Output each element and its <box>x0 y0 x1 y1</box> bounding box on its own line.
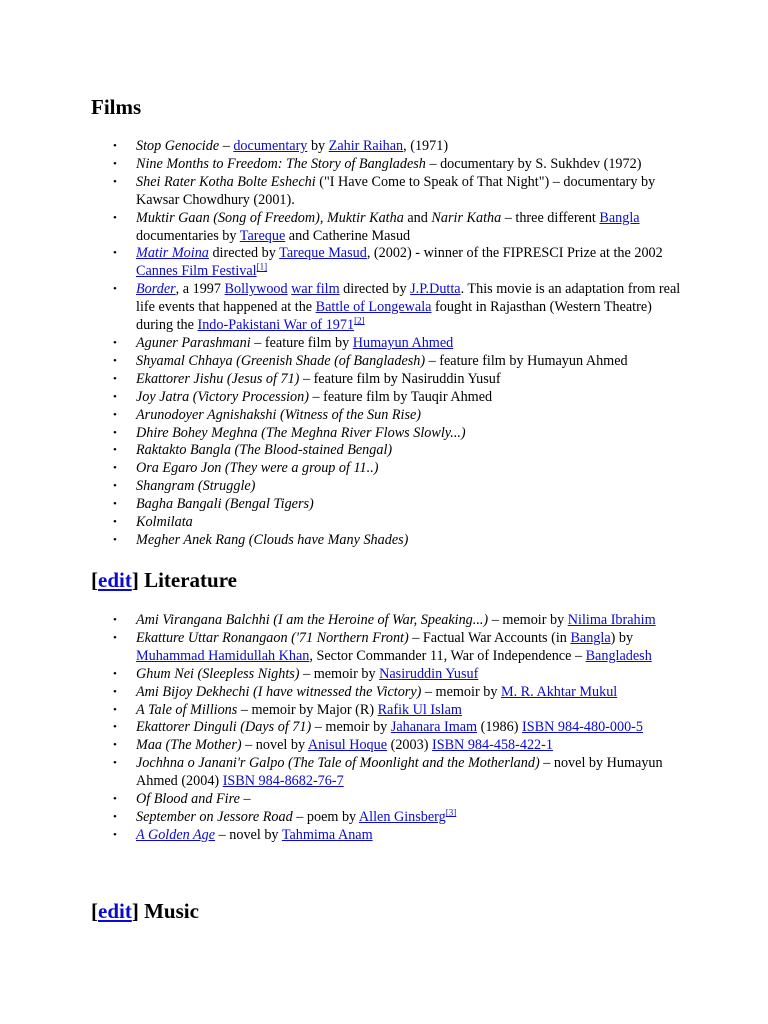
text: directed by <box>339 281 411 298</box>
link[interactable]: Bangladesh <box>585 647 652 664</box>
work-title: A Golden Age <box>136 826 216 843</box>
film-title: Matir Moina <box>136 245 209 262</box>
list-item <box>91 719 691 737</box>
work-title: Jochhna o Janani'r Galpo (The Tale of Moonlight and the Motherland) <box>136 755 540 772</box>
link[interactable]: Cannes Film Festival <box>136 263 257 280</box>
citation-link[interactable]: [3] <box>445 807 457 818</box>
link[interactable]: Zahir Raihan <box>328 138 404 154</box>
text: (1986) <box>477 719 523 736</box>
text: – Factual War Accounts (in <box>408 629 571 646</box>
film-title: Narir Katha <box>431 209 502 226</box>
list-item <box>91 666 691 684</box>
text: – memoir by <box>299 665 380 682</box>
link[interactable]: Allen Ginsberg <box>358 808 446 825</box>
isbn-link[interactable]: ISBN 984-458-422-1 <box>431 737 553 754</box>
text: and <box>403 209 432 226</box>
link[interactable]: Indo-Pakistani War of 1971 <box>197 317 355 334</box>
list-item <box>91 425 691 443</box>
link[interactable]: Tahmima Anam <box>281 826 373 843</box>
list-item <box>91 460 691 478</box>
section-heading-music: [edit] Music <box>91 899 199 923</box>
link[interactable] <box>136 281 176 297</box>
text: , (2002) - winner of the FIPRESCI Prize at the 2002 <box>366 245 663 262</box>
link[interactable]: war film <box>291 281 340 298</box>
section-title: Literature <box>144 568 237 592</box>
section-title: Music <box>144 899 199 923</box>
link[interactable]: M. R. Akhtar Mukul <box>500 683 618 700</box>
film-title: Nine Months to Freedom: The Story of Bangladesh <box>136 155 426 172</box>
link[interactable]: Tareque Masud <box>279 245 367 262</box>
list-item <box>91 702 691 720</box>
list-item <box>91 684 691 702</box>
isbn-link[interactable]: ISBN 984-8682-76-7 <box>222 773 344 790</box>
text: – <box>239 791 251 808</box>
link[interactable]: Muhammad Hamidullah Khan <box>136 647 310 664</box>
link[interactable]: Humayun Ahmed <box>352 334 454 351</box>
film-title: Joy Jatra (Victory Procession) <box>136 388 309 405</box>
citation-link[interactable]: [2] <box>354 315 365 326</box>
text: – memoir by <box>311 719 391 736</box>
link[interactable]: Nasiruddin Yusuf <box>379 665 479 682</box>
list-item <box>91 371 691 389</box>
work-title: Maa (The Mother) <box>136 737 242 754</box>
list-item <box>91 281 691 335</box>
text: fought in Rajasthan (Western Theatre) during the <box>136 299 652 334</box>
text: directed by <box>208 245 280 262</box>
text: – feature film by Tauqir Ahmed <box>308 388 493 405</box>
section-title: Films <box>91 95 142 119</box>
text: – feature film by <box>250 334 353 351</box>
text: ("I Have Come to Speak of That Night") – documentary by Kawsar Chowdhury (2001). <box>136 173 656 208</box>
work-title: A Tale of Millions <box>136 701 238 718</box>
list-item <box>91 532 691 550</box>
list-item <box>91 335 691 353</box>
list-item <box>91 245 691 281</box>
film-title: Dhire Bohey Meghna (The Meghna River Flows Slowly...) <box>136 424 466 441</box>
film-title: Muktir Gaan (Song of Freedom), Muktir Katha <box>136 209 404 226</box>
list-item <box>91 174 691 210</box>
list-item <box>91 514 691 532</box>
list-item <box>91 791 691 809</box>
text: – documentary by S. Sukhdev (1972) <box>425 155 642 172</box>
isbn-link[interactable]: ISBN 984-480-000-5 <box>522 719 643 736</box>
text: – feature film by Nasiruddin Yusuf <box>299 370 501 387</box>
text: (2003) <box>387 737 432 754</box>
list-item <box>91 210 691 246</box>
link[interactable]: documentary <box>233 138 308 154</box>
link[interactable] <box>136 827 215 843</box>
film-title: Stop Genocide <box>136 138 220 154</box>
text: – memoir by <box>421 683 501 700</box>
text: . This movie is an adaptation from real life events that happened at the <box>136 281 681 316</box>
link[interactable]: Bollywood <box>224 281 288 298</box>
film-title: Ekattorer Jishu (Jesus of 71) <box>136 370 300 387</box>
work-title: Ami Virangana Balchhi (I am the Heroine of War, Speaking...) <box>136 612 489 628</box>
list-item <box>91 138 691 156</box>
work-title: September on Jessore Road <box>136 808 293 825</box>
link[interactable]: Bangla <box>599 209 640 226</box>
film-title: Raktakto Bangla (The Blood-stained Bengal) <box>136 442 393 459</box>
work-title: Of Blood and Fire <box>136 791 240 808</box>
text: – feature film by Humayun Ahmed <box>425 352 628 369</box>
list-item <box>91 478 691 496</box>
text: , Sector Commander 11, War of Independence – <box>309 647 586 664</box>
link[interactable]: Nilima Ibrahim <box>567 612 656 628</box>
edit-link[interactable]: edit <box>98 899 132 923</box>
edit-link[interactable]: edit <box>98 568 132 592</box>
text: – <box>219 138 234 154</box>
text: – memoir by Major (R) <box>237 701 378 718</box>
film-title: Aguner Parashmani <box>136 334 251 351</box>
film-title: Bagha Bangali (Bengal Tigers) <box>136 496 314 513</box>
link[interactable]: Jahanara Imam <box>390 719 478 736</box>
list-item <box>91 442 691 460</box>
section-heading-literature: [edit] Literature <box>91 568 237 592</box>
work-title: Ekattorer Dinguli (Days of 71) <box>136 719 312 736</box>
work-title: Ami Bijoy Dekhechi (I have witnessed the Victory) <box>136 683 422 700</box>
text: by <box>307 138 329 154</box>
link[interactable]: Anisul Hoque <box>307 737 388 754</box>
list-item <box>91 496 691 514</box>
text: – novel by Humayun Ahmed (2004) <box>136 755 663 790</box>
film-title: Border <box>136 281 176 298</box>
film-title: Ora Egaro Jon (They were a group of 11..) <box>136 460 379 477</box>
list-item <box>91 407 691 425</box>
section-heading-films <box>91 95 141 119</box>
text: ) by <box>610 629 634 646</box>
link[interactable]: Tareque <box>239 227 286 244</box>
list-item <box>91 755 691 791</box>
text: – novel by <box>215 826 282 843</box>
film-title: Kolmilata <box>136 514 193 531</box>
list-item <box>91 630 691 666</box>
list-item <box>91 809 691 827</box>
film-title: Shangram (Struggle) <box>136 478 256 495</box>
list-item <box>91 612 691 630</box>
text: – poem by <box>292 808 359 825</box>
list-item <box>91 827 691 845</box>
text: – three different <box>501 209 600 226</box>
text: – memoir by <box>488 612 568 628</box>
film-title: Shyamal Chhaya (Greenish Shade (of Bangladesh) <box>136 352 426 369</box>
text: – novel by <box>241 737 308 754</box>
film-title: Megher Anek Rang (Clouds have Many Shades) <box>136 531 409 548</box>
text: , a 1997 <box>175 281 225 298</box>
text: and Catherine Masud <box>285 227 411 244</box>
work-title: Ghum Nei (Sleepless Nights) <box>136 665 300 682</box>
list-item <box>91 737 691 755</box>
link[interactable]: Bangla <box>570 629 611 646</box>
link[interactable]: J.P.Dutta <box>410 281 461 298</box>
list-item <box>91 389 691 407</box>
film-title: Shei Rater Kotha Bolte Eshechi <box>136 173 316 190</box>
film-title: Arunodoyer Agnishakshi (Witness of the Sun Rise) <box>136 406 422 423</box>
link[interactable]: Rafik Ul Islam <box>377 701 462 718</box>
films-list <box>91 138 691 550</box>
list-item <box>91 353 691 371</box>
link[interactable] <box>136 245 209 261</box>
work-title: Ekatture Uttar Ronangaon ('71 Northern Front) <box>136 629 409 646</box>
text: documentaries by <box>136 227 240 244</box>
literature-list <box>91 612 691 845</box>
text: , (1971) <box>403 138 449 154</box>
link[interactable]: Battle of Longewala <box>315 299 432 316</box>
list-item <box>91 156 691 174</box>
citation-link[interactable]: [1] <box>256 261 268 272</box>
